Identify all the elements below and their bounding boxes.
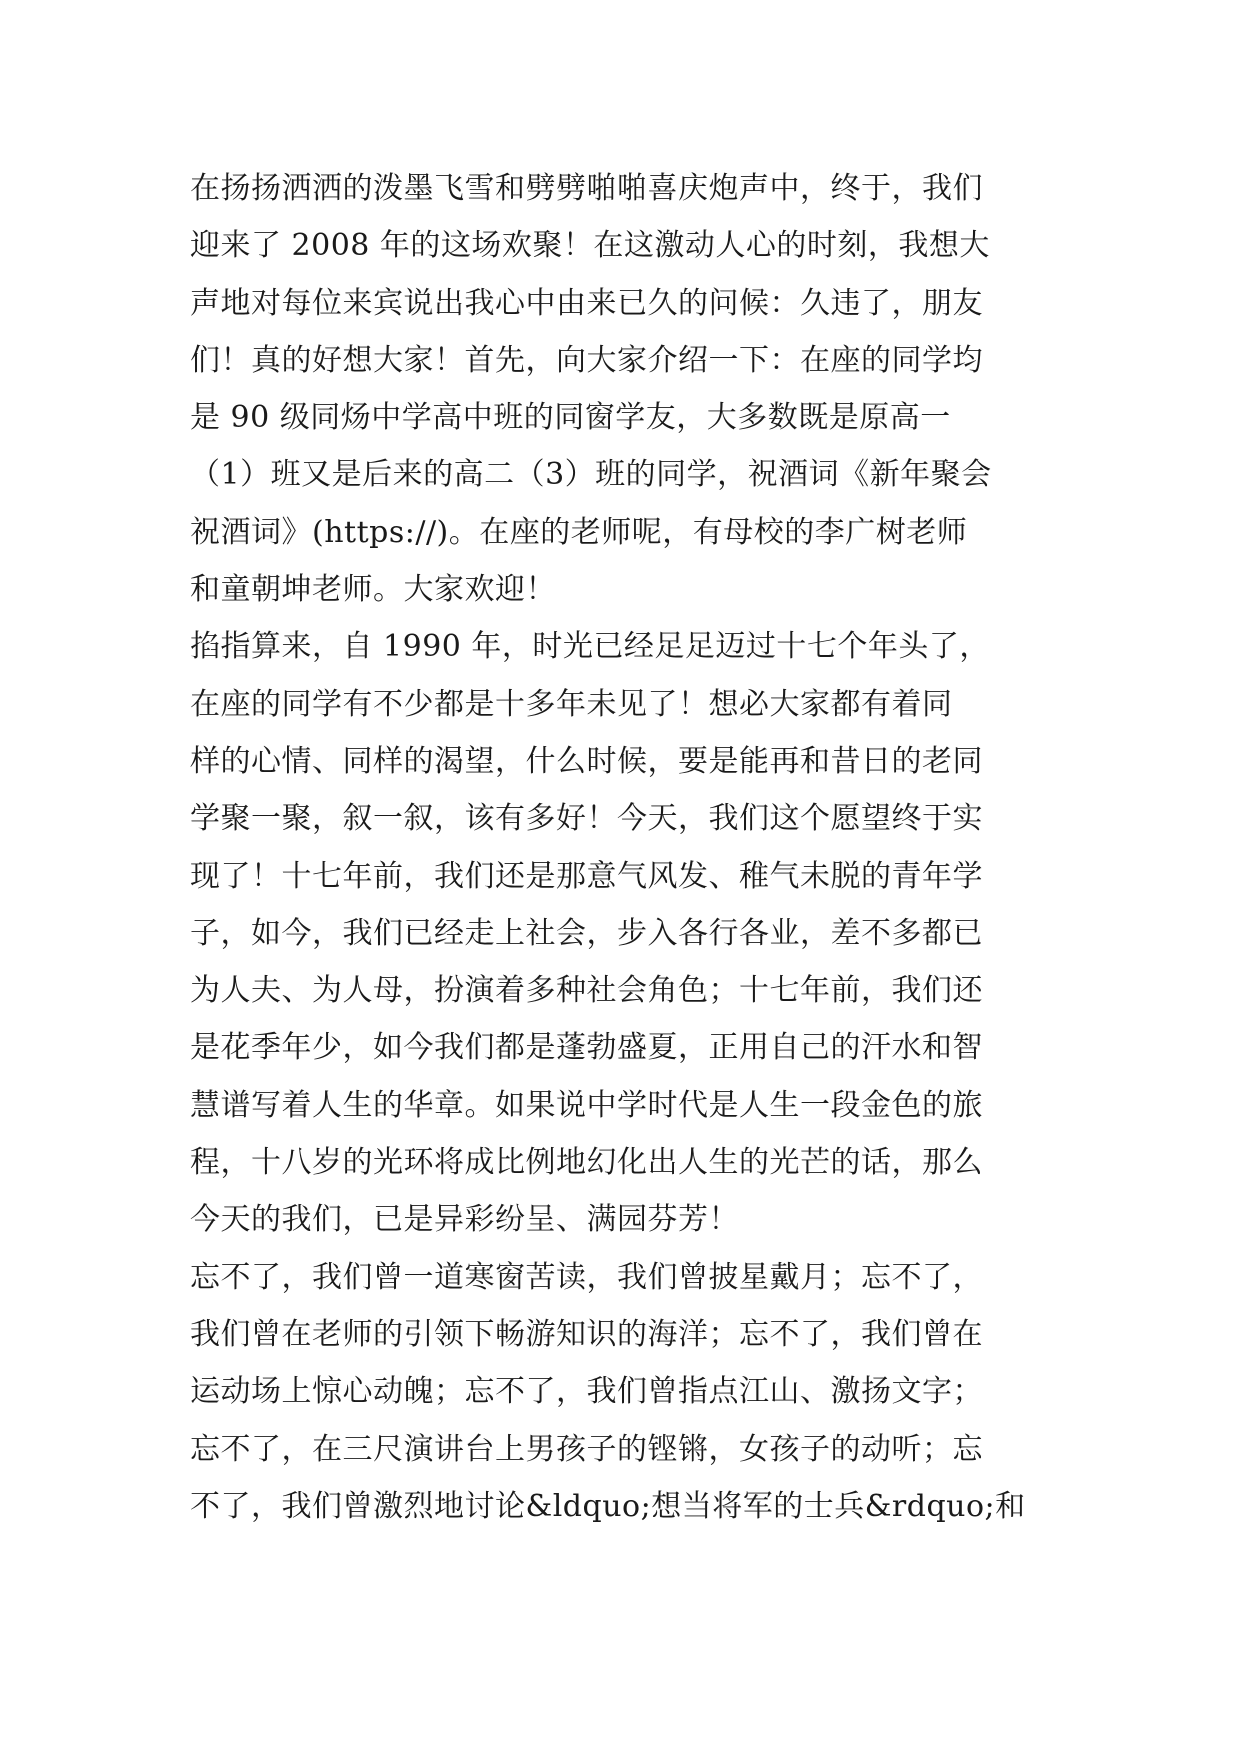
text-line: 我们曾在老师的引领下畅游知识的海洋；忘不了，我们曾在 xyxy=(190,1316,983,1352)
text-line: 子，如今，我们已经走上社会，步入各行各业，差不多都已 xyxy=(190,915,983,951)
text-line: 是花季年少，如今我们都是蓬勃盛夏，正用自己的汗水和智 xyxy=(190,1030,983,1066)
text-line: 运动场上惊心动魄；忘不了，我们曾指点江山、激扬文字； xyxy=(190,1374,983,1410)
text-line: 程，十八岁的光环将成比例地幻化出人生的光芒的话，那么 xyxy=(190,1145,983,1181)
body-text xyxy=(190,160,1070,1535)
text-line: 忘不了，在三尺演讲台上男孩子的铿锵，女孩子的动听；忘 xyxy=(190,1431,983,1467)
text-line: 是 90 级同炀中学高中班的同窗学友，大多数既是原高一 xyxy=(190,400,951,436)
text-line: 在扬扬洒洒的泼墨飞雪和劈劈啪啪喜庆炮声中，终于，我们 xyxy=(190,171,983,206)
text-line: 学聚一聚，叙一叙，该有多好！今天，我们这个愿望终于实 xyxy=(190,801,983,837)
text-line: 为人夫、为人母，扮演着多种社会角色；十七年前，我们还 xyxy=(190,973,983,1009)
text-line: 样的心情、同样的渴望，什么时候，要是能再和昔日的老同 xyxy=(190,743,983,779)
text-line: 祝酒词》(https://)。在座的老师呢，有母校的李广树老师 xyxy=(190,514,968,550)
text-line: 不了，我们曾激烈地讨论&ldquo;想当将军的士兵&rdquo;和 xyxy=(190,1488,1026,1524)
text-line: 忘不了，我们曾一道寒窗苦读，我们曾披星戴月；忘不了， xyxy=(190,1259,983,1295)
text-line: 在座的同学有不少都是十多年未见了！想必大家都有着同 xyxy=(190,686,953,722)
text-line: 掐指算来，自 1990 年，时光已经足足迈过十七个年头了， xyxy=(190,629,990,665)
text-line: 们！真的好想大家！首先，向大家介绍一下：在座的同学均 xyxy=(190,342,983,378)
text-line: 现了！十七年前，我们还是那意气风发、稚气未脱的青年学 xyxy=(190,858,983,894)
text-line: 慧谱写着人生的华章。如果说中学时代是人生一段金色的旅 xyxy=(190,1087,983,1123)
text-line: 今天的我们，已是异彩纷呈、满园芬芳！ xyxy=(190,1202,739,1238)
text-line: 迎来了 2008 年的这场欢聚！在这激动人心的时刻，我想大 xyxy=(190,228,990,264)
text-line: 和童朝坤老师。大家欢迎！ xyxy=(190,572,556,608)
text-line: （1）班又是后来的高二（3）班的同学，祝酒词《新年聚会 xyxy=(190,457,992,493)
text-line: 声地对每位来宾说出我心中由来已久的问候：久违了，朋友 xyxy=(190,285,983,321)
